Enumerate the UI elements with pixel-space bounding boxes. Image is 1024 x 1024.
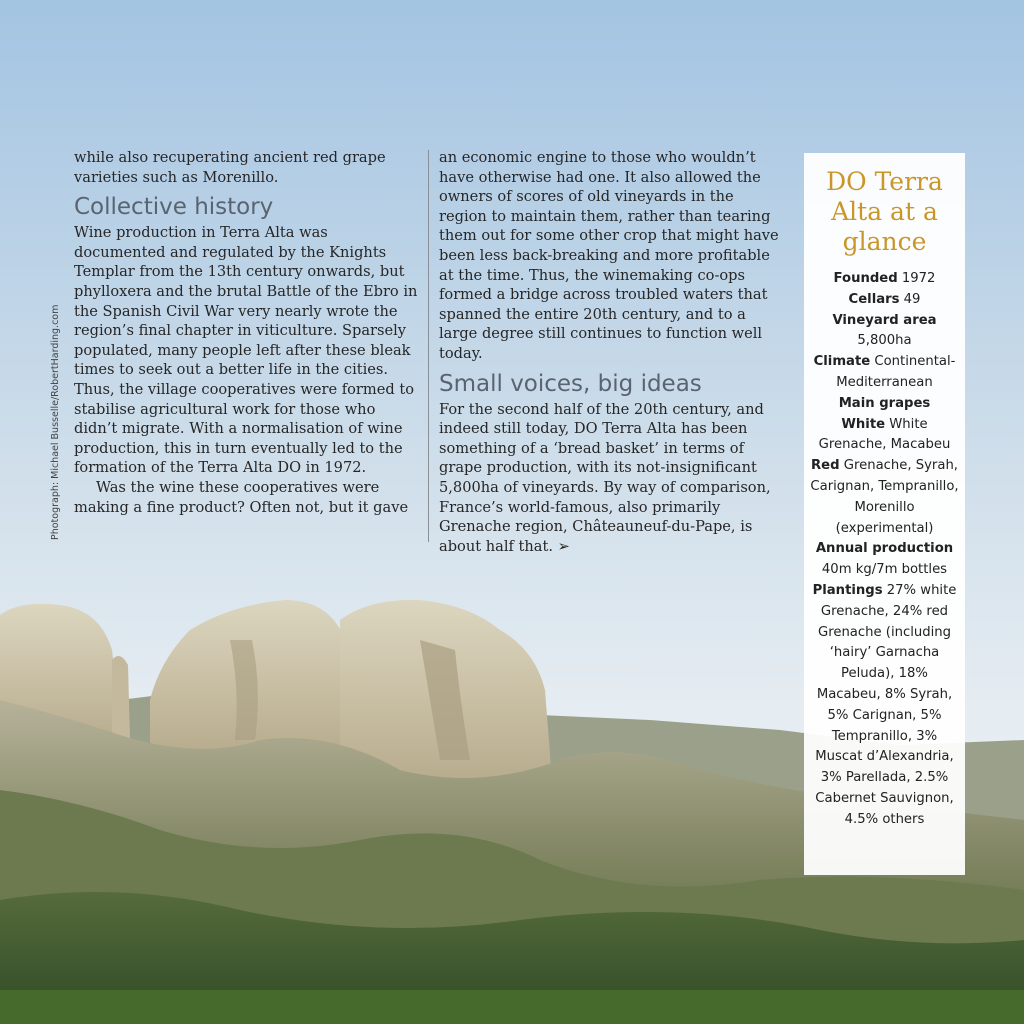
column-divider [428,150,429,542]
fact-annual-production [808,539,961,581]
paragraph: Was the wine these cooperatives were making a fine product? Often not, but it gave [74,478,409,516]
fact-label: Main grapes [838,395,931,411]
fact-plantings [808,581,961,831]
fact-value: 27% white Grenache, 24% red Grenache (including ‘hairy’ Garnacha Peluda), 18% Macabeu, 8% Syrah, 5% Carignan, 5% Tempranillo, 3% Muscat d’Alexandria, 3% Parellada, 2.5% Cabernet Sauvignon, 4.5% others [815,582,957,827]
fact-value: Grenache, Syrah, Carignan, Tempranillo, Morenillo (experimental) [810,458,959,536]
fact-label: Annual production [815,541,954,557]
fact-value: 5,800ha [857,333,912,349]
fact-climate [808,352,961,394]
paragraph-text: For the second half of the 20th century, and indeed still today, DO Terra Alta has been something of a ‘bread basket’ in terms of grape production, with its not-insignificant 5,800ha of vineyards. By way of comparison, France’s world-famous, also primarily Grenache region, Châteauneuf-du-Pape, is about half that. [439,400,771,555]
fact-white [808,415,961,457]
fact-label: Red [811,458,840,474]
fact-red [808,456,961,539]
fact-main-grapes [808,394,961,415]
paragraph [439,400,785,557]
fact-value: 49 [903,291,921,307]
paragraph: Wine production in Terra Alta was documented and regulated by the Knights Templar from the 13th century onwards, but phylloxera and the brutal Battle of the Ebro in the Spanish Civil War very nearly wrote the region’s final chapter in viticulture. Sparsely populated, many people left after these bleak times to seek out a better life in the cities. Thus, the village cooperatives were formed to stabilise agricultural work for those who didn’t migrate. With a normalisation of wine production, this in turn eventually led to the formation of the Terra Alta DO in 1972. [74,224,418,477]
fact-value: 1972 [901,271,936,286]
section-heading-small-voices: Small voices, big ideas [439,370,702,397]
sidebar-title: DO Terra Alta at a glance [826,167,943,256]
fact-cellars [808,290,961,311]
paragraph: an economic engine to those who wouldn’t have otherwise had one. It also allowed the owners of scores of old vineyards in the region to maintain them, rather than tearing them out for some other crop that might have been less back-breaking and more profitable at the time. Thus, the winemaking co-ops formed a bridge across troubled waters that spanned the entire 20th century, and to a large degree still continues to function well today. [439,149,779,362]
fact-label: Cellars [848,291,900,307]
fact-vineyard-area [808,311,961,353]
fact-value: White Grenache, Macabeu [818,416,951,453]
intro-paragraph: while also recuperating ancient red grape varieties such as Morenillo. [74,149,386,186]
at-a-glance-sidebar [804,153,965,875]
fact-label: Plantings [812,582,883,598]
article-column-1 [74,148,420,517]
section-heading-collective-history: Collective history [74,194,274,221]
photo-credit: Photograph: Michael Busselle/RobertHarding.com [50,304,61,540]
fact-label: Founded [833,271,898,286]
fact-value: 40m kg/7m bottles [821,562,948,578]
continue-arrow-icon: ➢ [557,537,570,555]
article-column-2 [439,148,785,556]
fact-label: White [841,416,886,432]
fact-label: Climate [813,354,871,370]
fact-founded [808,269,961,290]
fact-value: Continental-Mediterranean [836,354,956,390]
fact-label: Vineyard area [832,312,937,328]
